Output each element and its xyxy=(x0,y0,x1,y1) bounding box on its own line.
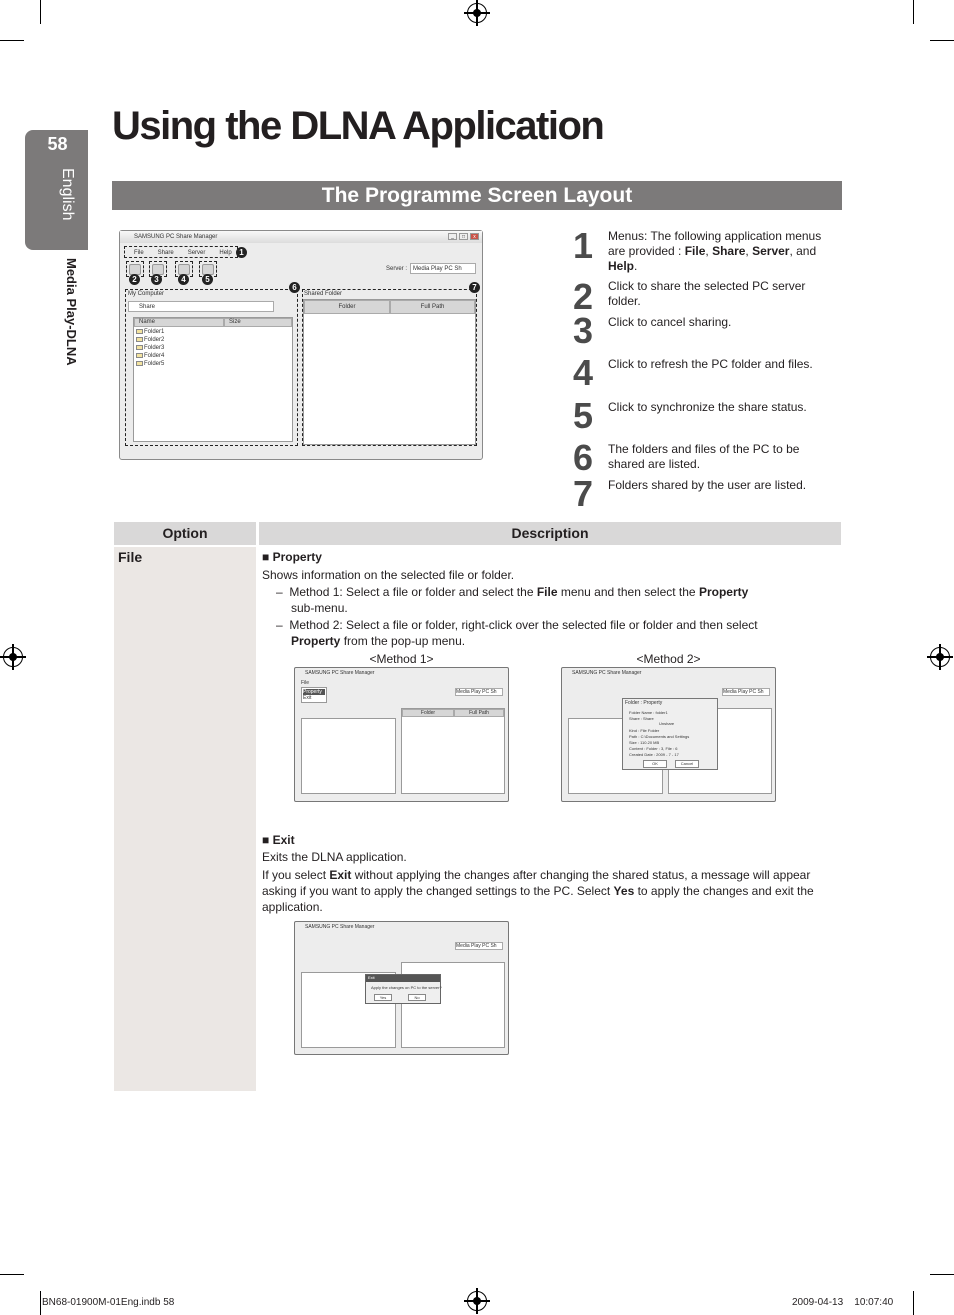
table-header-description: Description xyxy=(259,522,841,545)
mini-title: SAMSUNG PC Share Manager xyxy=(572,670,642,676)
crop-mark xyxy=(0,40,24,41)
callout-3: 3 xyxy=(151,274,162,285)
item-number: 4 xyxy=(573,352,594,393)
folder-row: Folder4 xyxy=(136,353,164,359)
window-controls xyxy=(448,233,479,240)
exit-paragraph: If you select Exit without applying the changes after changing the shared status, a message will appear asking if you want to apply the changed settings to the PC. Select Yes to apply the changes and exit the application. xyxy=(262,868,814,914)
item-number: 5 xyxy=(573,395,594,436)
property-dialog xyxy=(622,698,718,770)
crop-mark xyxy=(40,0,41,24)
menu-server: Server xyxy=(187,250,206,256)
maximize-icon: □ xyxy=(459,233,468,240)
mini-col-folder: Folder xyxy=(402,709,454,717)
method1-sub: sub-menu. xyxy=(291,601,348,615)
registration-mark-icon xyxy=(467,3,487,23)
left-file-pane xyxy=(133,317,293,442)
prop-line: Kind : File Folder xyxy=(629,728,660,733)
prop-ok-button: OK xyxy=(643,760,667,768)
menu-share: Share xyxy=(157,250,174,256)
exit-desc: Exits the DLNA application. xyxy=(262,850,407,864)
app-window-screenshot xyxy=(119,230,483,460)
crop-mark xyxy=(913,1291,914,1315)
exit-no-button: No xyxy=(408,994,426,1001)
exit-screenshot xyxy=(294,921,509,1055)
registration-mark-icon xyxy=(3,647,23,667)
mini-server: Media Play PC Sh xyxy=(722,688,770,696)
col-size: Size xyxy=(224,318,292,327)
mini-right-pane xyxy=(401,708,505,794)
caption-method1: <Method 1> xyxy=(369,652,434,666)
minimize-icon: _ xyxy=(448,233,457,240)
share-dropdown: Share xyxy=(128,301,274,312)
mini-file-menu: Property Exit xyxy=(301,687,327,703)
registration-mark-icon xyxy=(930,647,950,667)
item-text: Click to synchronize the share status. xyxy=(608,400,807,414)
option-column xyxy=(114,547,256,1091)
method1-screenshot xyxy=(294,667,509,802)
my-computer-label: My Computer xyxy=(128,291,165,297)
crop-mark xyxy=(40,1291,41,1315)
item-number: 6 xyxy=(573,437,594,478)
col-folder: Folder xyxy=(304,300,390,314)
item-number: 2 xyxy=(573,276,594,317)
prop-line: Unshare xyxy=(659,721,675,726)
property-dialog-title: Folder : Property xyxy=(625,700,663,706)
section-bar: The Programme Screen Layout xyxy=(112,181,842,210)
callout-box-menus xyxy=(124,246,238,258)
mini-title: SAMSUNG PC Share Manager xyxy=(305,670,375,676)
mini-menu-file: File xyxy=(301,680,310,686)
caption-method2: <Method 2> xyxy=(636,652,701,666)
menu-help: Help xyxy=(219,250,232,256)
option-file: File xyxy=(118,549,143,565)
crop-mark xyxy=(930,1274,954,1275)
callout-2: 2 xyxy=(129,274,140,285)
exit-dialog-title: Exit xyxy=(366,975,440,982)
exit-heading: ■ Exit xyxy=(262,833,295,847)
col-name: Name xyxy=(134,318,224,327)
callout-5: 5 xyxy=(202,274,213,285)
callout-6: 6 xyxy=(289,282,300,293)
method1-text: – Method 1: Select a file or folder and select the File menu and then select the Property xyxy=(276,585,749,599)
close-icon: x xyxy=(470,233,479,240)
folder-row: Folder5 xyxy=(136,361,164,367)
property-heading: ■ Property xyxy=(262,550,322,564)
mini-title: SAMSUNG PC Share Manager xyxy=(305,924,375,930)
folder-row: Folder2 xyxy=(136,337,164,343)
shared-folder-label: Shared Folder xyxy=(304,291,343,297)
crop-mark xyxy=(930,40,954,41)
right-shared-pane xyxy=(303,299,476,445)
mini-server: Media Play PC Sh xyxy=(455,942,503,950)
item-number: 7 xyxy=(573,473,594,514)
prop-line: Folder Name : folder1 xyxy=(629,710,668,715)
mini-col-path: Full Path xyxy=(454,709,504,717)
server-select: Media Play PC Sh xyxy=(410,263,476,274)
prop-line: Created Date : 2009 - 7 - 17 xyxy=(629,752,679,757)
page-number: 58 xyxy=(47,134,68,154)
method2-screenshot xyxy=(561,667,776,802)
item-text: Folders shared by the user are listed. xyxy=(608,478,807,492)
item-text: Click to share the selected PC server folder. xyxy=(608,279,806,308)
item-number: 3 xyxy=(573,310,594,351)
section-label: Media Play-DLNA xyxy=(64,258,79,366)
callout-4: 4 xyxy=(178,274,189,285)
app-title-bar xyxy=(120,231,482,243)
item-text: The folders and files of the PC to be shared are listed. xyxy=(608,442,800,471)
menu-file: File xyxy=(134,250,144,256)
prop-line: Size : 110.20 MB xyxy=(629,740,660,745)
item-text: Click to refresh the PC folder and files. xyxy=(608,357,813,371)
property-desc: Shows information on the selected file or folder. xyxy=(262,568,515,582)
page-title: Using the DLNA Application xyxy=(112,104,604,148)
mini-server: Media Play PC Sh xyxy=(455,688,503,696)
item-text: Menus: The following application menus are provided : File, Share, Server, and Help. xyxy=(608,229,822,273)
method2-sub: Property from the pop-up menu. xyxy=(291,634,466,648)
folder-row: Folder1 xyxy=(136,329,164,335)
table-header-option: Option xyxy=(114,522,256,545)
exit-dialog xyxy=(365,974,441,1004)
mini-left-pane xyxy=(301,718,396,794)
prop-line: Share : Share xyxy=(629,716,654,721)
app-title: SAMSUNG PC Share Manager xyxy=(134,234,218,240)
item-text: Click to cancel sharing. xyxy=(608,315,732,329)
callout-1: 1 xyxy=(236,247,247,258)
exit-dialog-msg: Apply the changes on PC to the server? xyxy=(371,985,442,990)
prop-cancel-button: Cancel xyxy=(675,760,699,768)
exit-yes-button: Yes xyxy=(374,994,392,1001)
prop-line: Path : C:\Documents and Settings xyxy=(629,734,690,739)
registration-mark-icon xyxy=(467,1291,487,1311)
language-label: English xyxy=(59,168,76,221)
prop-line: Content : Folder : 3, File : 6 xyxy=(629,746,678,751)
item-number: 1 xyxy=(573,225,594,266)
callout-7: 7 xyxy=(469,282,480,293)
footer-left: BN68-01900M-01Eng.indb 58 xyxy=(42,1297,175,1308)
server-label: Server : xyxy=(386,266,408,272)
footer-right: 2009-04-13 10:07:40 xyxy=(792,1297,894,1308)
col-full-path: Full Path xyxy=(390,300,475,314)
method2-text: – Method 2: Select a file or folder, right-click over the selected file or folder and then select xyxy=(276,618,758,632)
crop-mark xyxy=(0,1274,24,1275)
folder-row: Folder3 xyxy=(136,345,164,351)
crop-mark xyxy=(913,0,914,24)
